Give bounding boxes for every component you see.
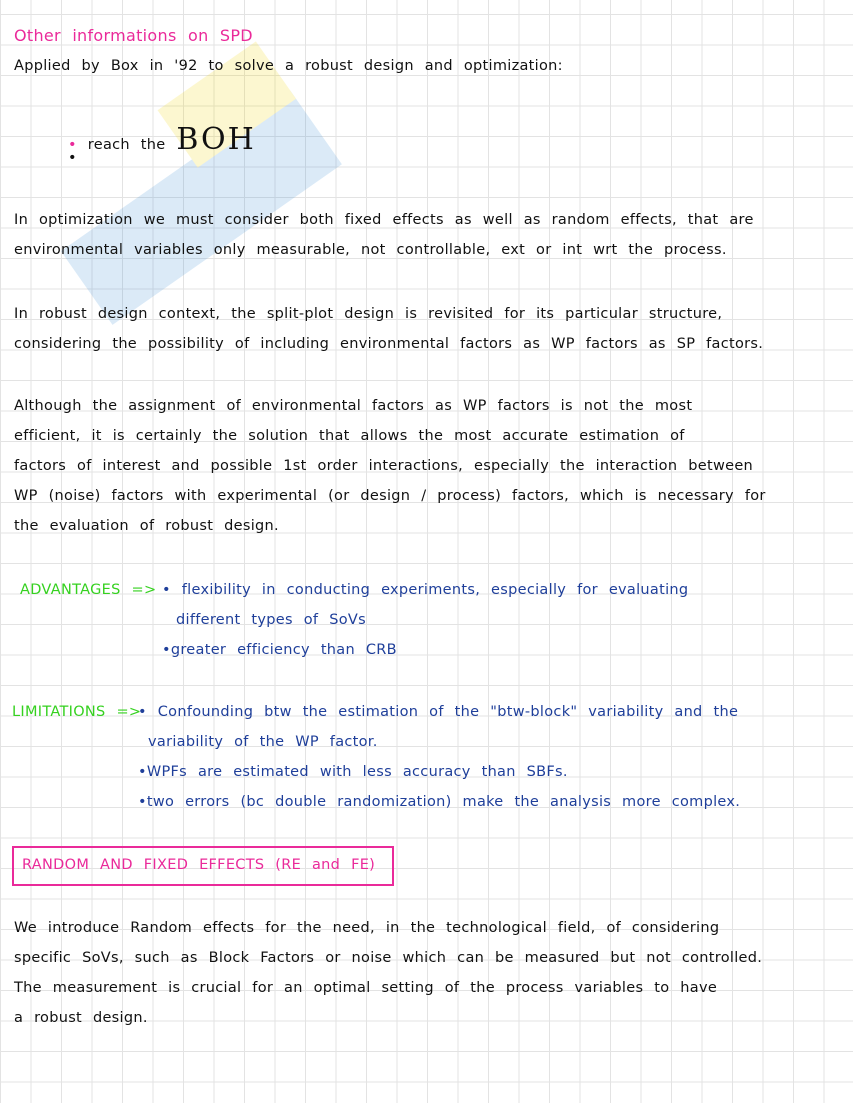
limitation-item: variability of the WP factor. xyxy=(148,734,378,750)
bullet-text: reach the xyxy=(87,137,166,153)
para1-line: environmental variables only measurable, not controllable, ext or int wrt the process. xyxy=(14,242,727,258)
para1-line: In optimization we must consider both fixed effects as well as random effects, that are xyxy=(14,212,754,228)
boh-text: BOH xyxy=(176,122,256,157)
advantage-item: different types of SoVs xyxy=(176,612,367,628)
para4-line: We introduce Random effects for the need, in the technological field, of considering xyxy=(14,920,720,936)
section-heading: RANDOM AND FIXED EFFECTS (RE and FE) xyxy=(22,857,376,873)
para4-line: The measurement is crucial for an optimal setting of the process variables to have xyxy=(14,980,718,996)
limitations-label: LIMITATIONS => xyxy=(12,704,142,720)
limitation-item: • Confounding btw the estimation of the "btw-block" variability and the xyxy=(138,704,739,720)
limitation-item: •two errors (bc double randomization) make the analysis more complex. xyxy=(138,794,741,810)
para3-line: efficient, it is certainly the solution that allows the most accurate estimation of xyxy=(14,428,685,444)
para3-line: WP (noise) factors with experimental (or design / process) factors, which is necessary for xyxy=(14,488,766,504)
advantage-item: • flexibility in conducting experiments, especially for evaluating xyxy=(162,582,689,598)
para3-line: the evaluation of robust design. xyxy=(14,518,279,534)
bullet-dot: • xyxy=(68,137,77,153)
para3-line: Although the assignment of environmental factors as WP factors is not the most xyxy=(14,398,693,414)
para3-line: factors of interest and possible 1st order interactions, especially the interaction between xyxy=(14,458,754,474)
para2-line: In robust design context, the split-plot design is revisited for its particular structure, xyxy=(14,306,723,322)
advantages-label: ADVANTAGES => xyxy=(20,582,157,598)
limitation-item: •WPFs are estimated with less accuracy than SBFs. xyxy=(138,764,568,780)
advantage-item: •greater efficiency than CRB xyxy=(162,642,397,658)
para4-line: specific SoVs, such as Block Factors or noise which can be measured but not controlled. xyxy=(14,950,763,966)
bullet-item-1 xyxy=(68,122,256,157)
bullet-item-2: • xyxy=(68,150,77,166)
para4-line: a robust design. xyxy=(14,1010,148,1026)
para2-line: considering the possibility of including environmental factors as WP factors as SP factors. xyxy=(14,336,764,352)
intro-text: Applied by Box in '92 to solve a robust design and optimization: xyxy=(14,58,563,74)
page-title: Other informations on SPD xyxy=(14,26,253,45)
